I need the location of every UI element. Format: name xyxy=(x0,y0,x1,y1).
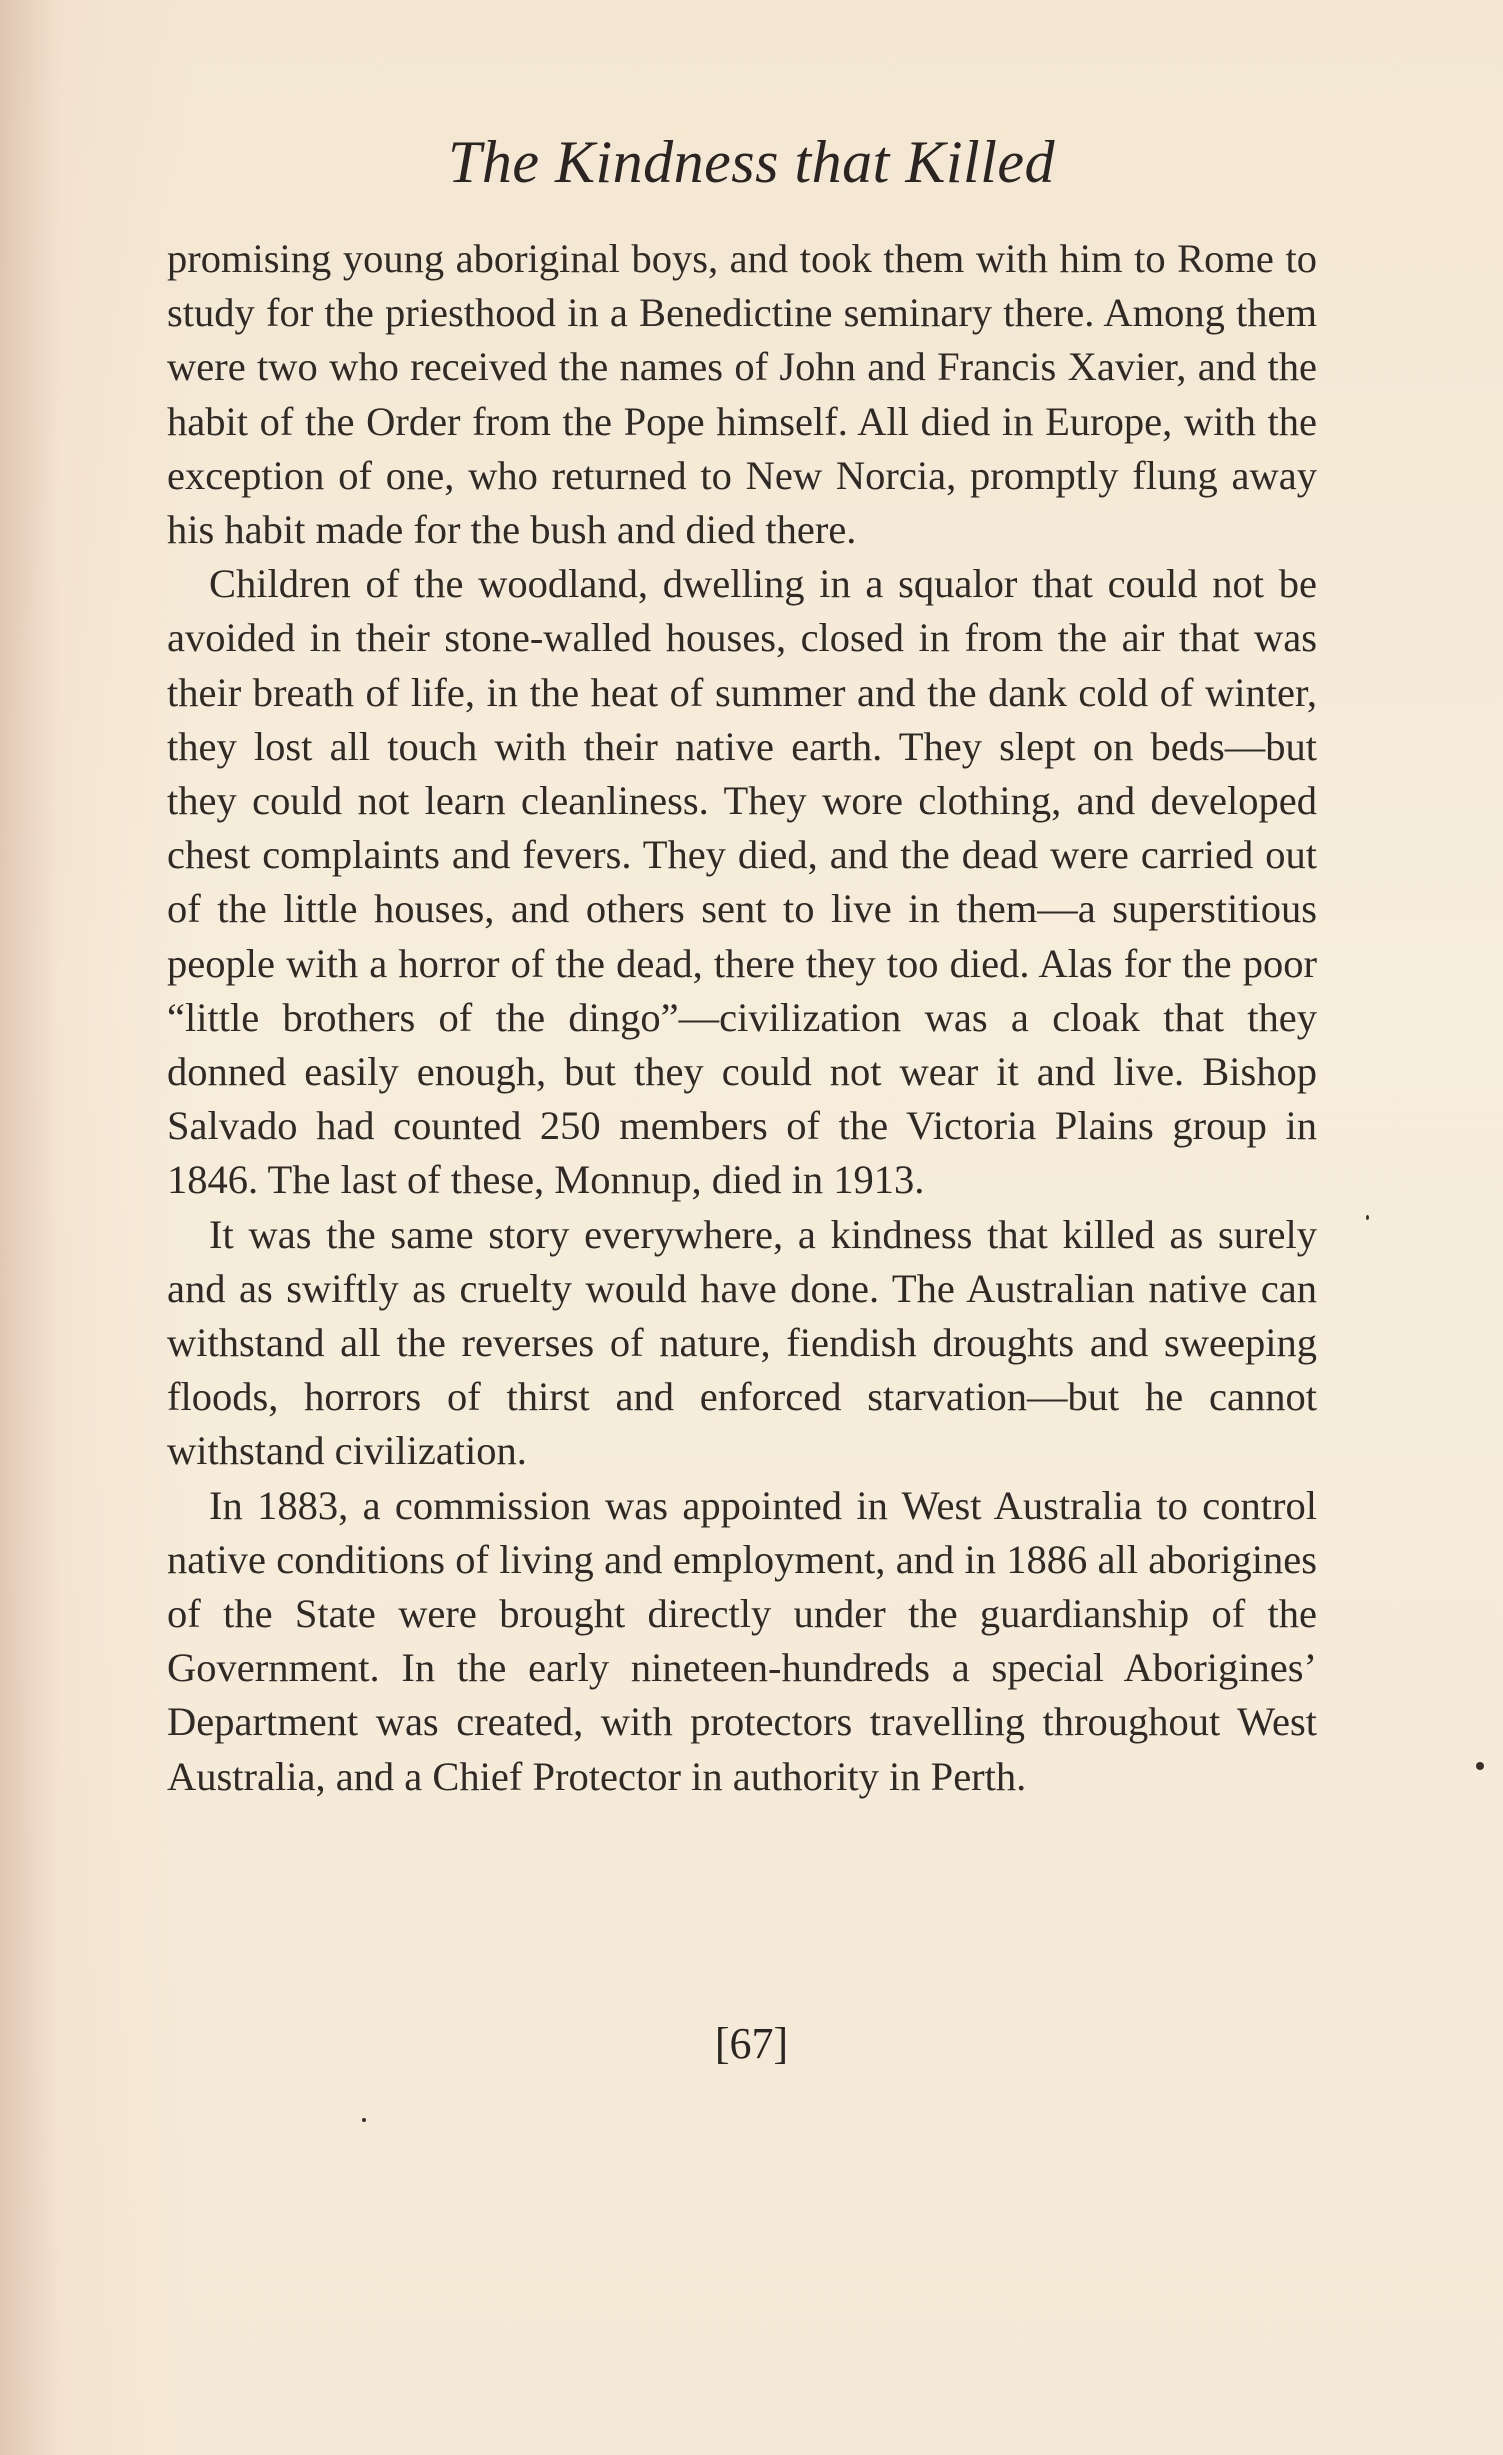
page-number: [67] xyxy=(714,2019,789,2068)
speck xyxy=(1476,1762,1484,1770)
paragraph: Children of the woodland, dwelling in a squalor that could not be avoided in their stone-walled houses, closed in from the air that was their breath of life, in the heat of summer and the dank cold of winter, they lost all touch with their native earth. They slept on beds—but they could not learn cleanliness. They wore clothing, and developed chest complaints and fevers. They died, and the dead were carried out of the little houses, and others sent to live in them—a superstitious people with a horror of the dead, there they too died. Alas for the poor “little brothers of the dingo”—civilization was a cloak that they donned easily enough, but they could not wear it and live. Bishop Salvado had counted 250 members of the Victoria Plains group in 1846. The last of these, Monnup, died in 1913. xyxy=(167,561,1317,1203)
paragraph: promising young aboriginal boys, and took them with him to Rome to study for the priesthood in a Benedictine seminary there. Among them were two who received the names of John and Francis Xavier, and the habit of the Order from the Pope himself. All died in Europe, with the exception of one, who returned to New Norcia, promptly flung away his habit made for the bush and died there. xyxy=(167,236,1317,553)
body-text xyxy=(167,232,1317,1804)
paragraph: In 1883, a commission was appointed in West Australia to control native conditions of living and employment, and in 1886 all aborigines of the State were brought directly under the guardianship of the Government. In the early nineteen-hundreds a special Aborigines’ Department was created, with protectors travelling throughout West Australia, and a Chief Protector in authority in Perth. xyxy=(167,1482,1317,1799)
paragraph: It was the same story everywhere, a kindness that killed as surely and as swiftly as cruelty would have done. The Australian native can withstand all the reverses of nature, fiendish droughts and sweeping floods, horrors of thirst and enforced starvation—but he cannot withstand civilization. xyxy=(167,1211,1317,1474)
speck xyxy=(1366,1215,1369,1220)
running-head: The Kindness that Killed xyxy=(447,129,1056,195)
speck xyxy=(362,2118,366,2122)
